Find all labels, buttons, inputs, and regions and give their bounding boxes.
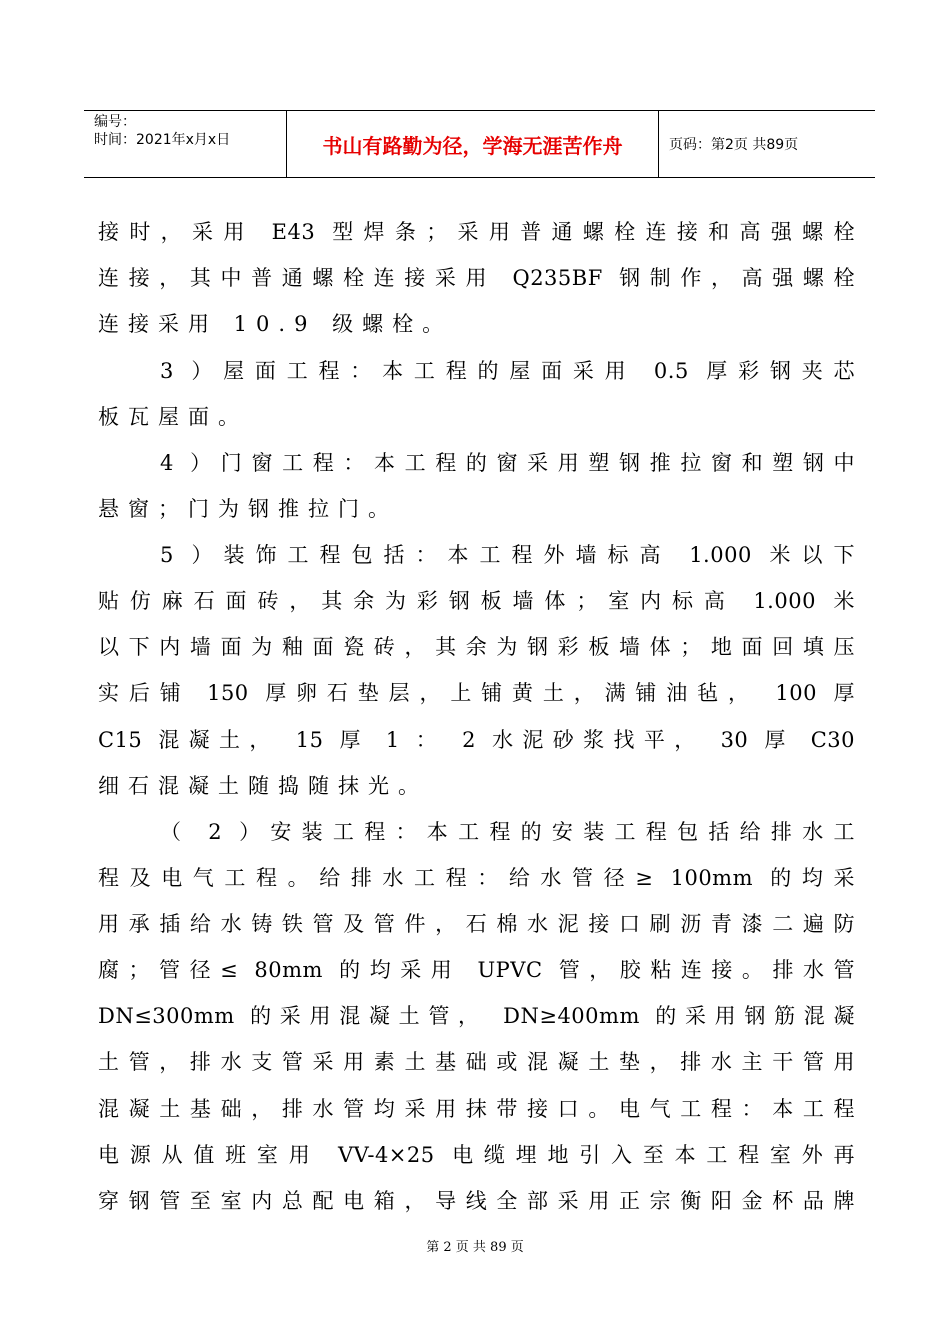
text-line: 接时，采用 E43 型焊条；采用普通螺栓连接和高强螺栓: [98, 220, 855, 244]
header-left-cell: [94, 113, 230, 149]
document-time-label: 时间：2021年x月x日: [94, 132, 231, 148]
text-line: （ 2 ）安装工程：本工程的安装工程包括给排水工: [160, 820, 855, 844]
text-line: C15 混凝土， 15 厚 1 ： 2 水泥砂浆找平， 30 厚 C30: [98, 728, 855, 752]
header-page-info: 页码：第2页 共89页: [669, 137, 799, 153]
text-line: 用承插给水铸铁管及管件，石棉水泥接口刷沥青漆二遍防: [98, 912, 855, 936]
text-line: 4 ）门窗工程：本工程的窗采用塑钢推拉窗和塑钢中: [160, 451, 855, 475]
text-line: 混凝土基础，排水管均采用抹带接口。电气工程：本工程: [98, 1097, 855, 1121]
text-line: 土管，排水支管采用素土基础或混凝土垫，排水主干管用: [98, 1050, 855, 1074]
text-line: DN≤300mm 的采用混凝土管， DN≥400mm 的采用钢筋混凝: [98, 1004, 855, 1028]
text-line: 贴仿麻石面砖，其余为彩钢板墙体；室内标高 1.000 米: [98, 589, 855, 613]
text-line: 穿钢管至室内总配电箱，导线全部采用正宗衡阳金杯品牌: [98, 1189, 855, 1213]
text-line: 连接采用 10.9 级螺栓。: [98, 312, 453, 336]
text-line: 实后铺 150 厚卵石垫层，上铺黄土，满铺油毡， 100 厚: [98, 681, 855, 705]
text-line: 腐；管径≤ 80mm 的均采用 UPVC 管，胶粘连接。排水管: [98, 958, 855, 982]
header-divider-right: [658, 110, 659, 177]
text-line: 板瓦屋面。: [98, 405, 248, 429]
text-line: 悬窗；门为钢推拉门。: [98, 497, 398, 521]
text-line: 电源从值班室用 VV-4×25 电缆埋地引入至本工程室外再: [98, 1143, 855, 1167]
text-line: 以下内墙面为釉面瓷砖，其余为钢彩板墙体；地面回填压: [98, 635, 855, 659]
header-top-rule: [84, 110, 875, 111]
header-bottom-rule: [84, 177, 875, 178]
document-number-label: 编号：: [94, 114, 136, 130]
text-line: 细石混凝土随捣随抹光。: [98, 774, 428, 798]
text-line: 5 ）装饰工程包括：本工程外墙标高 1.000 米以下: [160, 543, 855, 567]
text-line: 3 ）屋面工程：本工程的屋面采用 0.5 厚彩钢夹芯: [160, 359, 855, 383]
page-footer: 第 2 页 共 89 页: [426, 1240, 524, 1255]
text-line: 连接，其中普通螺栓连接采用 Q235BF 钢制作，高强螺栓: [98, 266, 855, 290]
header-motto: 书山有路勤为径，学海无涯苦作舟: [322, 134, 623, 158]
text-line: 程及电气工程。给排水工程：给水管径≥ 100mm 的均采: [98, 866, 855, 890]
